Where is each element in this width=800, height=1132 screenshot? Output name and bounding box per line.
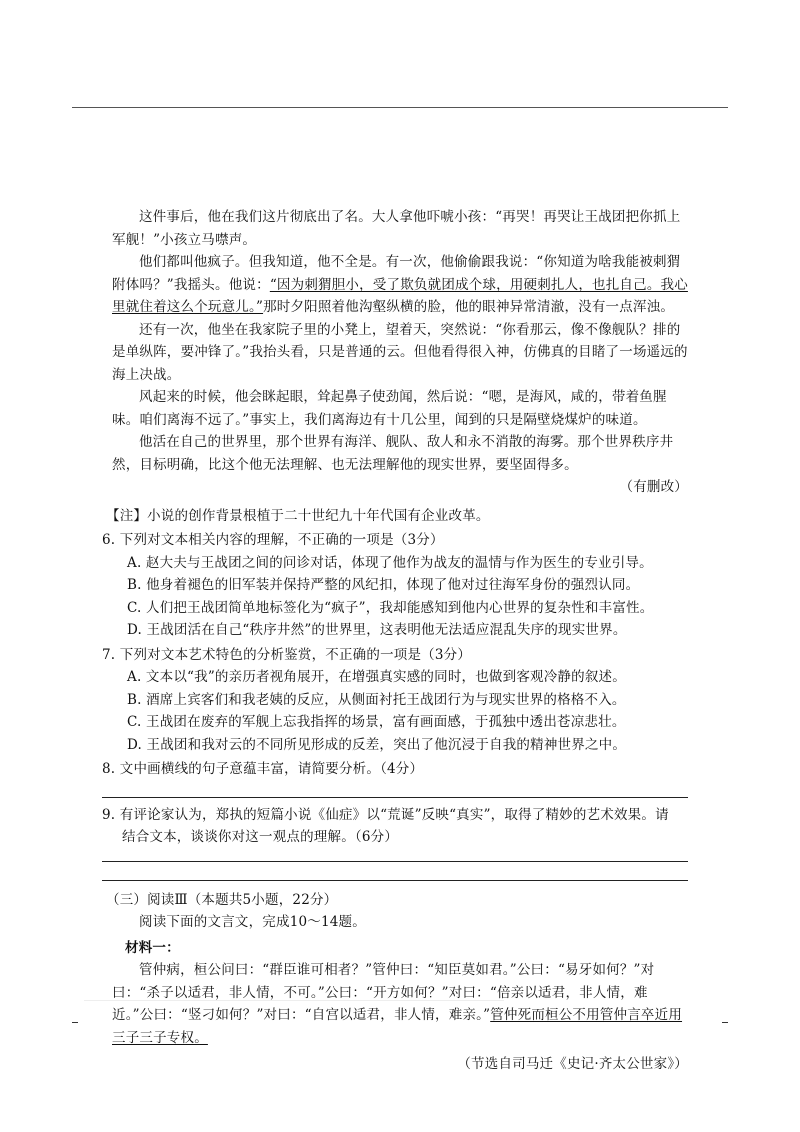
story-paragraph-3: 还有一次，他坐在我家院子里的小凳上，望着天，突然说：“你看那云，像不像舰队？排的是单纵阵，要冲锋了。”我抬头看，只是普通的云。但他看得很入神，仿佛真的目睹了一场遥远的海上决战。 [112,321,688,383]
question-6-stem: 6. 下列对文本相关内容的理解，不正确的一项是（3分） [102,532,444,548]
question-7-option-c: C. 王战团在废弃的军舰上忘我指挥的场景，富有画面感，于孤独中透出苍凉悲壮。 [127,714,626,730]
question-7-option-b: B. 酒席上宾客们和我老姨的反应，从侧面衬托王战团行为与现实世界的格格不入。 [127,691,626,708]
question-9-line-2: 结合文本，谈谈你对这一观点的理解。（6分） [122,829,399,845]
story-paragraph-2-end: 那时夕阳照着他沟壑纵横的脸，他的眼神异常清澈，没有一点浑浊。 [263,299,675,315]
section-3-instruction: 阅读下面的文言文，完成10～14题。 [139,914,366,930]
answer-line-q8[interactable] [102,797,688,798]
story-paragraph-2 [112,251,688,319]
story-source: （有删改） [619,479,688,495]
question-9-line-1: 9. 有评论家认为，郑执的短篇小说《仙症》以“荒诞”反映“真实”，取得了精妙的艺术效果。请 [102,806,669,823]
underlined-sentence: “因为刺猬胆小，受了欺负就团成个球，用硬刺扎人，也扎自己。我心里就住着这么个玩意儿。” [112,276,688,315]
story-paragraph-4: 风起来的时候，他会眯起眼，耸起鼻子使劲闻，然后说：“嗯，是海风，咸的，带着鱼腥味。咱们离海不远了。”事实上，我们离海边有十几公里，闻到的只是隔壁烧煤炉的味道。 [112,389,667,428]
story-paragraph-2-start: 他们都叫他疯子。但我知道，他不全是。有一次，他偷偷跟我说：“你知道为啥我能被刺猬附体吗？”我摇头。他说： [112,254,681,293]
classical-source: （节选自司马迁《史记·齐太公世家》） [457,1056,688,1072]
question-8-stem: 8. 文中画横线的句子意蕴丰富，请简要分析。（4分） [102,761,424,777]
question-6-option-b: B. 他身着褪色的旧军装并保持严整的风纪扣，体现了他对过往海军身份的强烈认同。 [127,577,640,593]
question-7-stem: 7. 下列对文本艺术特色的分析鉴赏，不正确的一项是（3分） [102,646,472,663]
classical-text-main: 管仲病，桓公问曰：“群臣谁可相者？”管仲曰：“知臣莫如君。”公曰：“易牙如何？”对曰：“杀子以适君，非人情，不可。”公曰：“开方如何？”对曰：“倍亲以适君，非人情，难近。”公曰：“竖刁如何？”对曰：“自宫以适君，非人情，难亲。” [112,962,655,1023]
material-1-label: 材料一： [125,939,180,956]
question-6-option-c: C. 人们把王战团简单地标签化为“疯子”，我却能感知到他内心世界的复杂性和丰富性。 [127,599,654,616]
answer-line-q9-1[interactable] [102,861,688,862]
question-6-option-d: D. 王战团活在自己“秩序井然”的世界里，这表明他无法适应混乱失序的现实世界。 [127,622,627,638]
story-paragraph-5: 他活在自己的世界里，那个世界有海洋、舰队、敌人和永不消散的海雾。那个世界秩序井然，目标明确，比这个他无法理解、也无法理解他的现实世界，要坚固得多。 [112,434,674,473]
answer-line-q9-2[interactable] [102,880,688,881]
exam-page [102,206,688,1076]
story-paragraph-1: 这件事后，他在我们这片彻底出了名。大人拿他吓唬小孩：“再哭！再哭让王战团把你抓上军舰！”小孩立马噤声。 [112,209,681,248]
question-7-option-a: A. 文本以“我”的亲历者视角展开，在增强真实感的同时，也做到客观冷静的叙述。 [127,669,626,685]
classical-text [112,959,688,1049]
question-7-option-d: D. 王战团和我对云的不同所见形成的反差，突出了他沉浸于自我的精神世界之中。 [127,736,627,753]
header-rule [72,107,728,108]
background-note: 【注】小说的创作背景根植于二十世纪九十年代国有企业改革。 [106,507,490,524]
page-mark-right [722,1022,728,1023]
page-mark-left [72,1022,78,1023]
question-6-option-a: A. 赵大夫与王战团之间的问诊对话，体现了他作为战友的温情与作为医生的专业引导。 [127,554,653,571]
classical-underlined-sentence: 管仲死而桓公不用管仲言卒近用三子三子专权。 [112,1007,683,1046]
section-3-title: （三）阅读Ⅲ（本题共5小题，22分） [106,891,338,908]
